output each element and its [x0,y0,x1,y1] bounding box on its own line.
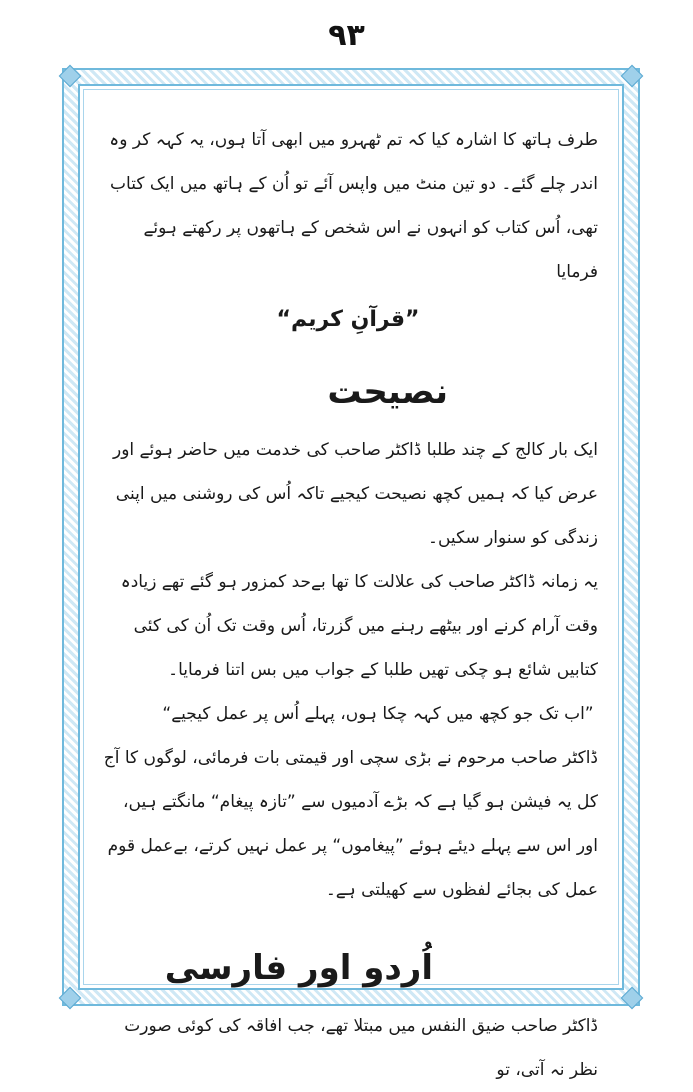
page-content [98,118,598,1092]
corner-ornament-icon [621,65,644,88]
quran-quote: ”قرآنِ کریم“ [276,307,420,332]
body-paragraph: ایک بار کالج کے چند طلبا ڈاکٹر صاحب کی خدمت میں حاضر ہوئے اور عرض کیا کہ ہمیں کچھ نصیحت کیجیے تاکہ اُس کی روشنی میں اپنی زندگی کو سنوار سکیں۔ [112,440,598,548]
quote-line: ”اب تک جو کچھ میں کہہ چکا ہوں، پہلے اُس پر عمل کیجیے“ [162,704,594,724]
body-paragraph: یہ زمانہ ڈاکٹر صاحب کی علالت کا تھا بےحد کمزور ہو گئے تھے زیادہ وقت آرام کرنے اور بیٹھے رہنے میں گزرتا، اُس وقت تک اُن کی کئی کتابیں شائع ہو چکی تھیں طلبا کے جواب میں بس اتنا فرمایا۔ [120,572,598,680]
page-number: ۹۳ [328,18,365,53]
body-paragraph: طرف ہاتھ کا اشارہ کیا کہ تم ٹھہرو میں ابھی آتا ہوں، یہ کہہ کر وہ اندر چلے گئے۔ دو تین منٹ میں واپس آئے تو اُن کے ہاتھ میں ایک کتاب تھی، اُس کتاب کو انہوں نے اس شخص کے ہاتھوں پر رکھتے ہوئے فرمایا [109,130,598,282]
body-paragraph: ڈاکٹر صاحب ضیق النفس میں مبتلا تھے، جب افاقہ کی کوئی صورت نظر نہ آتی، تو [124,1016,598,1080]
body-paragraph: ڈاکٹر صاحب مرحوم نے بڑی سچی اور قیمتی بات فرمائی، لوگوں کا آج کل یہ فیشن ہو گیا ہے کہ بڑے آدمیوں سے ”تازہ پیغام“ مانگتے ہیں، اور اس سے پہلے دیئے ہوئے ”پیغاموں“ پر عمل نہیں کرتے، بےعمل قوم عمل کی بجائے لفظوں سے کھیلتی ہے۔ [103,748,598,900]
section-heading-urdu-persian: اُردو اور فارسی [164,948,433,988]
corner-ornament-icon [59,987,82,1010]
corner-ornament-icon [621,987,644,1010]
section-heading-advice: نصیحت [327,372,448,412]
